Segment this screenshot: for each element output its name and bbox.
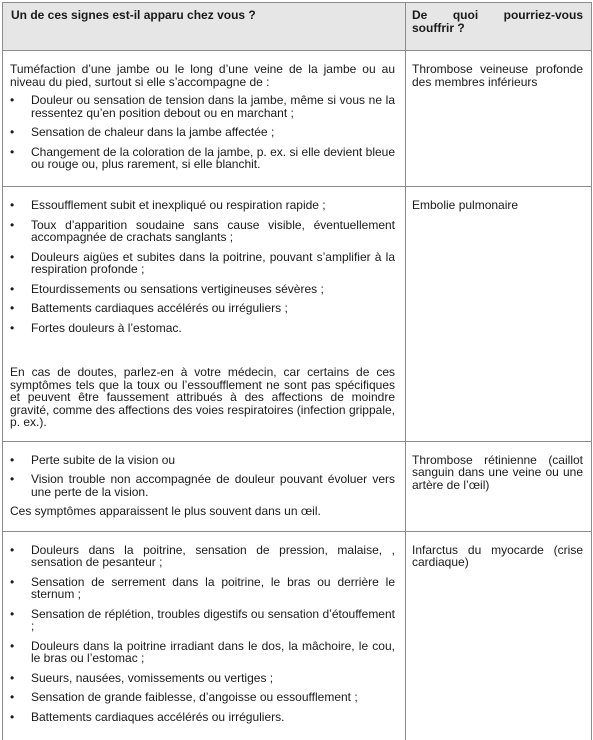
symptom-list (10, 454, 395, 499)
symptom-item: • Changement de la coloration de la jambe, p. ex. si elle devient bleue ou rouge ou, plus rarement, si elle blanchit. (10, 146, 395, 171)
table-row (3, 531, 592, 740)
symptoms-cell (3, 187, 406, 442)
symptom-item: • Battements cardiaques accélérés ou irréguliers. (10, 711, 395, 724)
symptom-item: • Fortes douleurs à l’estomac. (10, 322, 395, 335)
symptom-item: • Vision trouble non accompagnée de douleur pouvant évoluer vers une perte de la vision. (10, 473, 395, 498)
symptom-list (10, 94, 395, 171)
symptom-item: • Battements cardiaques accélérés ou irréguliers ; (10, 302, 395, 315)
header-symptoms: Un de ces signes est-il apparu chez vous ? (3, 3, 406, 51)
symptom-item: • Sueurs, nausées, vomissements ou vertiges ; (10, 672, 395, 685)
note-text: Ces symptômes apparaissent le plus souvent dans un œil. (10, 504, 321, 518)
symptom-item: • Sensation de réplétion, troubles digestifs ou sensation d’étouffement ; (10, 608, 395, 633)
header-diagnosis: De quoi pourriez-vous souffrir ? (406, 3, 592, 51)
intro-text: Tuméfaction d’une jambe ou le long d’une veine de la jambe ou au niveau du pied, surtout si elle s’accompagne de : (10, 62, 395, 89)
diagnosis-cell: Embolie pulmonaire (406, 187, 592, 442)
symptom-item: • Essoufflement subit et inexpliqué ou respiration rapide ; (10, 199, 395, 212)
symptom-item: • Sensation de chaleur dans la jambe affectée ; (10, 126, 395, 139)
diagnosis-cell: Thrombose veineuse profonde des membres inférieurs (406, 51, 592, 187)
table-row (3, 51, 592, 187)
symptoms-table (2, 2, 592, 740)
symptom-item: • Douleur ou sensation de tension dans la jambe, même si vous ne la ressentez qu’en position debout ou en marchant ; (10, 94, 395, 119)
symptom-list (10, 544, 395, 724)
symptom-item: • Sensation de serrement dans la poitrine, le bras ou derrière le sternum ; (10, 576, 395, 601)
symptom-item: • Perte subite de la vision ou (10, 454, 395, 467)
symptom-item: • Toux d’apparition soudaine sans cause visible, éventuellement accompagnée de crachats sanglants ; (10, 219, 395, 244)
symptom-item: • Etourdissements ou sensations vertigineuses sévères ; (10, 283, 395, 296)
symptom-item: • Douleurs dans la poitrine irradiant dans le dos, la mâchoire, le cou, le bras ou l’estomac ; (10, 640, 395, 665)
note-text: En cas de doutes, parlez-en à votre médecin, car certains de ces symptômes tels que la toux ou l’essoufflement ne sont pas spécifiques et peuvent être faussement attribués à des affections de moindre gravité, comme des affections des voies respiratoires (infection grippale, p. ex.). (10, 365, 395, 429)
symptom-item: • Douleurs aigües et subites dans la poitrine, pouvant s’amplifier à la respiration profonde ; (10, 251, 395, 276)
symptoms-cell (3, 51, 406, 187)
symptom-item: • Sensation de grande faiblesse, d’angoisse ou essoufflement ; (10, 691, 395, 704)
diagnosis-cell: Infarctus du myocarde (crise cardiaque) (406, 531, 592, 740)
symptom-list (10, 199, 395, 334)
table-row (3, 441, 592, 531)
symptoms-cell (3, 441, 406, 531)
symptoms-cell (3, 531, 406, 740)
symptom-item: • Douleurs dans la poitrine, sensation de pression, malaise, , sensation de pesanteur ; (10, 544, 395, 569)
diagnosis-cell: Thrombose rétinienne (caillot sanguin dans une veine ou une artère de l’œil) (406, 441, 592, 531)
table-header-row (3, 3, 592, 51)
table-row (3, 187, 592, 442)
